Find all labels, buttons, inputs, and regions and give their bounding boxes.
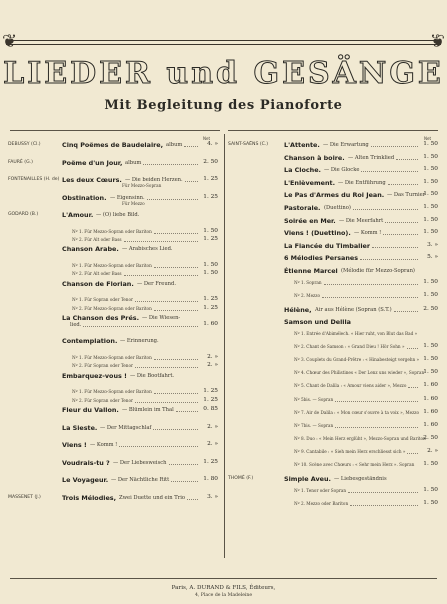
edition-line: Nº 1. Sopran [294, 279, 322, 285]
price: 1. 50 [423, 153, 438, 160]
edition-line: Nº 1. Entrée d'Abimélech. « Hier ruht, von Blut das Bad » [294, 331, 418, 336]
song-title: Les deux Cœurs. [62, 176, 122, 184]
song-title: Trois Mélodies, [62, 493, 117, 502]
song-title: La Chanson des Prés. [62, 313, 140, 322]
edition-line: Nº 2. Für Sopran oder Tenor [72, 363, 134, 369]
price: 1. 80 [203, 476, 218, 482]
dot-leader [322, 297, 418, 298]
edition-line: Nº 2. Mezzo oder Bariton [294, 500, 349, 506]
price: 1. 60 [203, 320, 218, 327]
dot-leader [153, 429, 198, 430]
price: 1. 60 [423, 395, 438, 402]
price: 1. 50 [423, 356, 438, 363]
song-subtitle: — Die Meerfahrt [339, 217, 384, 224]
price: 1. 60 [423, 408, 438, 415]
song-subtitle: Air aus Hélène (Sopran (S.T.) [315, 306, 392, 313]
dot-leader [383, 234, 418, 235]
song-title: Samson und Delila [284, 318, 351, 327]
price: 4. » [207, 141, 218, 147]
dot-leader [394, 311, 418, 312]
song-title: Soirée en Mer. [284, 216, 336, 225]
price: 3. » [427, 241, 438, 248]
song-title: La Cloche. [284, 166, 321, 175]
price: 1. 25 [203, 396, 218, 403]
dot-leader [154, 310, 198, 311]
price: 2. 50 [203, 158, 218, 165]
song-subtitle: (Mélodie für Mezzo-Sopran) [341, 268, 415, 274]
dot-leader [408, 387, 418, 388]
price: 1. 50 [423, 486, 438, 493]
price: 1. 50 [423, 229, 438, 236]
dot-leader [361, 171, 418, 172]
song-subtitle: — Arabisches Lied. [122, 246, 173, 253]
left-header-rule [10, 130, 220, 131]
song-subtitle: album [166, 142, 183, 148]
song-title: Viens ! [62, 441, 87, 449]
price: 1. 50 [423, 461, 438, 467]
dot-leader [348, 492, 418, 493]
edition-line: Nº 2. Für Alt oder Bass [72, 271, 122, 277]
dot-leader [324, 284, 418, 285]
price: 2. » [207, 423, 218, 430]
composer-name: THOMÉ (F.) [228, 476, 254, 482]
column-divider [224, 134, 225, 558]
dot-leader [124, 241, 198, 242]
song-title: Chanson de Florian. [62, 279, 134, 288]
song-title: Voudrais-tu ? [62, 458, 110, 467]
song-title: L'Amour. [62, 211, 94, 219]
song-title: La Fiancée du Timbalier [284, 241, 371, 250]
edition-line: Nº 9. Cantabile : « Sieh mein Herz erschliesst sich » [294, 448, 406, 454]
song-title: Obstination. [62, 193, 107, 202]
song-subtitle: — Der Freund. [137, 280, 176, 287]
price: 1. 25 [203, 388, 218, 395]
price: 1. 50 [423, 166, 438, 173]
edition-line: Nº 1. Für Sopran oder Tenor [72, 297, 134, 303]
top-rule [6, 40, 441, 41]
dot-leader [187, 499, 198, 500]
edition-line: Nº 2. Für Mezzo-Sopran oder Bariton [72, 305, 152, 311]
price: 1. 50 [423, 178, 438, 185]
price: 1. 50 [203, 261, 218, 268]
dot-leader [154, 233, 198, 234]
dot-leader [135, 367, 198, 368]
song-title: Étienne Marcel [284, 267, 338, 275]
price: 1. 50 [423, 369, 438, 376]
dot-leader [396, 159, 418, 160]
song-title: Fleur du Vallon. [62, 406, 119, 414]
dot-leader [171, 481, 198, 482]
price: 1. 50 [423, 291, 438, 298]
song-subtitle: album [125, 159, 142, 166]
price: 2. » [427, 447, 438, 454]
edition-line: Nº 1. Für Mezzo-Sopran oder Bariton [72, 389, 152, 395]
page-title: LIEDER und GESÄNGE [3, 56, 444, 91]
edition-line: Nº 4. Chœur des Philistines « Der Lenz uns wieder », Sopran [294, 370, 425, 376]
song-subtitle: — Der Liebesweisch [113, 459, 167, 466]
song-title: Chanson Arabe. [62, 245, 119, 254]
price: 1. 50 [423, 216, 438, 223]
song-subtitle: — Alten Trinklied [348, 154, 395, 161]
dot-leader [154, 359, 198, 360]
song-subtitle: — Blümlein im Thal [122, 407, 174, 413]
edition-line: Nº 3. Couplets du Grand-Prêtre : « Hinabesteigt vergehn » [294, 357, 420, 363]
page-subtitle: Mit Begleitung des Pianoforte [104, 98, 343, 113]
left-flourish-icon: ❦ [2, 31, 18, 52]
edition-line: Nº 2. Für Alt oder Bass [72, 236, 122, 242]
price: 1. 50 [423, 191, 438, 198]
song-subtitle: — Der Mittagschlaf [100, 424, 152, 431]
dot-leader [353, 209, 418, 210]
dot-leader [154, 267, 198, 268]
dot-leader [135, 402, 198, 403]
publisher-line: Paris, A. DURAND & FILS, Éditeurs, [171, 585, 276, 591]
edition-line: Nº 7bis. — Sopran [294, 422, 334, 428]
price: 1. 60 [423, 421, 438, 428]
composer-name: MASSENET (J.) [8, 494, 41, 500]
song-title: Contemplation. [62, 337, 118, 346]
dot-leader [184, 146, 198, 147]
edition-line: Nº 5bis. — Sopran [294, 396, 334, 402]
dot-leader [176, 411, 198, 412]
song-subtitle-cont: lied. [70, 321, 82, 328]
dot-leader [169, 464, 198, 465]
price: 1. 25 [203, 458, 218, 465]
price: 1. 50 [423, 204, 438, 210]
song-subtitle: — Die Bootfahrt. [130, 372, 175, 379]
price: 1. 25 [203, 193, 218, 200]
right-header-rule [228, 130, 438, 131]
song-subtitle: — Die Glocke [324, 167, 360, 174]
edition-line: Nº 8. Duo : « Mein Herz erglüht », Mezzo-Sopran und Bariton [294, 435, 426, 441]
edition-line: Nº 10. Scène avec Chœurs : « Sehr mein Herz ». Sopran [294, 462, 415, 467]
song-title: Poëme d'un Jour, [62, 158, 123, 167]
song-title: Hélène, [284, 305, 312, 314]
dot-leader [143, 164, 198, 165]
edition-line: Nº 1. Für Mezzo-Sopran oder Bariton [72, 262, 152, 268]
left-net-header: Net [203, 136, 211, 141]
price: 3. » [207, 493, 218, 500]
song-subtitle: — Die Wiesen- [142, 314, 181, 321]
price: 1. 25 [203, 176, 218, 182]
song-subtitle: — (O) liebe Bild. [96, 212, 140, 218]
dot-leader [407, 453, 418, 454]
price: 2. » [207, 441, 218, 447]
dot-leader [360, 259, 418, 260]
song-subtitle: — Die Entführung [338, 179, 386, 186]
price: 2. 50 [423, 434, 438, 441]
price: 1. 50 [203, 227, 218, 234]
edition-line: Nº 1. Tenor oder Sopran [294, 487, 347, 493]
right-flourish-icon: ❦ [429, 31, 445, 52]
dot-leader [83, 326, 198, 327]
top-rule-thin [6, 44, 441, 45]
price: 2. » [207, 362, 218, 369]
composer-name: GODARD (B.) [8, 212, 39, 217]
edition-line: Nº 2. Mezzo [294, 292, 320, 298]
dot-leader [388, 184, 418, 185]
song-subtitle: — Komm ! [354, 230, 382, 237]
price: 2. 50 [423, 305, 438, 312]
song-title: Pastorale. [284, 204, 321, 212]
dot-leader [185, 181, 198, 182]
price: 1. 50 [203, 270, 218, 277]
composer-name: DEBUSSY (Cl.) [8, 142, 41, 147]
dot-leader [371, 146, 418, 147]
publisher-address: 4, Place de la Madeleine [194, 593, 253, 598]
song-title: L'Attente. [284, 141, 320, 149]
song-title: La Sieste. [62, 423, 98, 432]
price: 1. 60 [423, 382, 438, 389]
dot-leader [154, 393, 198, 394]
dot-leader [147, 199, 198, 200]
song-title: Chanson à boire. [284, 153, 345, 162]
price: 1. 50 [423, 343, 438, 350]
song-subtitle: — Die beiden Herzen. [125, 177, 183, 183]
composer-name: FONTENAILLES (H. de) [8, 177, 60, 182]
edition-line: Nº 1. Für Mezzo-Sopran oder Bariton [72, 354, 152, 360]
song-title: Le Voyageur. [62, 476, 109, 484]
price: 1. 50 [423, 499, 438, 506]
song-subtitle: — Die Erwartung [323, 142, 369, 148]
voice-note: Für Mezzo-Sopran [122, 183, 162, 188]
edition-line: Nº 1. Für Mezzo-Sopran oder Bariton [72, 228, 152, 234]
composer-name: SAINT-SAËNS (C.) [228, 142, 269, 147]
price: 0. 85 [203, 406, 218, 412]
song-subtitle: — Eigensinn. [110, 194, 145, 201]
price: 1. 25 [203, 304, 218, 311]
song-subtitle: Zwei Duette und ein Trio [119, 494, 185, 501]
dot-leader [372, 247, 418, 248]
song-title: 6 Mélodies Persanes [284, 254, 359, 263]
dot-leader [119, 446, 198, 447]
price: 5. » [427, 254, 438, 261]
dot-leader [335, 427, 418, 428]
song-subtitle: — Komm ! [90, 442, 118, 448]
edition-line: Nº 2. Für Sopran oder Tenor [72, 397, 134, 403]
edition-line: Nº 7. Air de Dalila : « Mon cœur s'ouvre à ta voix », Mezzo [294, 409, 420, 415]
song-subtitle: (Duettino) [324, 205, 351, 211]
dot-leader [407, 348, 418, 349]
song-subtitle: — Erinnerung. [120, 338, 159, 345]
song-title: Le Pas d'Armes du Roi Jean. [284, 191, 385, 200]
price: 1. 25 [203, 235, 218, 242]
right-net-header: Net [424, 136, 432, 141]
song-subtitle: — Der Nächtliche Ritt [111, 477, 170, 483]
price: 1. 25 [203, 296, 218, 303]
voice-note: Für Mezzo [122, 200, 145, 206]
price: 2. » [207, 353, 218, 360]
dot-leader [350, 505, 418, 506]
edition-line: Nº 2. Chant de Samson : « Grand Dieu ! Hör Sohn » [294, 344, 405, 350]
price: 1. 50 [423, 141, 438, 147]
price: 1. 50 [423, 278, 438, 285]
song-title: Viens ! (Duettino). [284, 229, 351, 238]
dot-leader [135, 301, 198, 302]
dot-leader [335, 401, 418, 402]
song-subtitle: — Das Turnier [387, 192, 426, 199]
song-subtitle: — Liebesgeständnis [334, 476, 387, 483]
bottom-rule [10, 578, 437, 579]
song-title: L'Enlèvement. [284, 178, 335, 187]
edition-line: Nº 5. Chant de Dalila : « Amour viens aider », Mezzo [294, 383, 407, 389]
song-title: Simple Aveu. [284, 475, 331, 484]
song-title: Cinq Poëmes de Baudelaire, [62, 141, 164, 149]
dot-leader [385, 222, 418, 223]
dot-leader [124, 275, 198, 276]
composer-name: FAURÉ (G.) [8, 159, 33, 165]
song-title: Embarquez-vous ! [62, 371, 127, 380]
